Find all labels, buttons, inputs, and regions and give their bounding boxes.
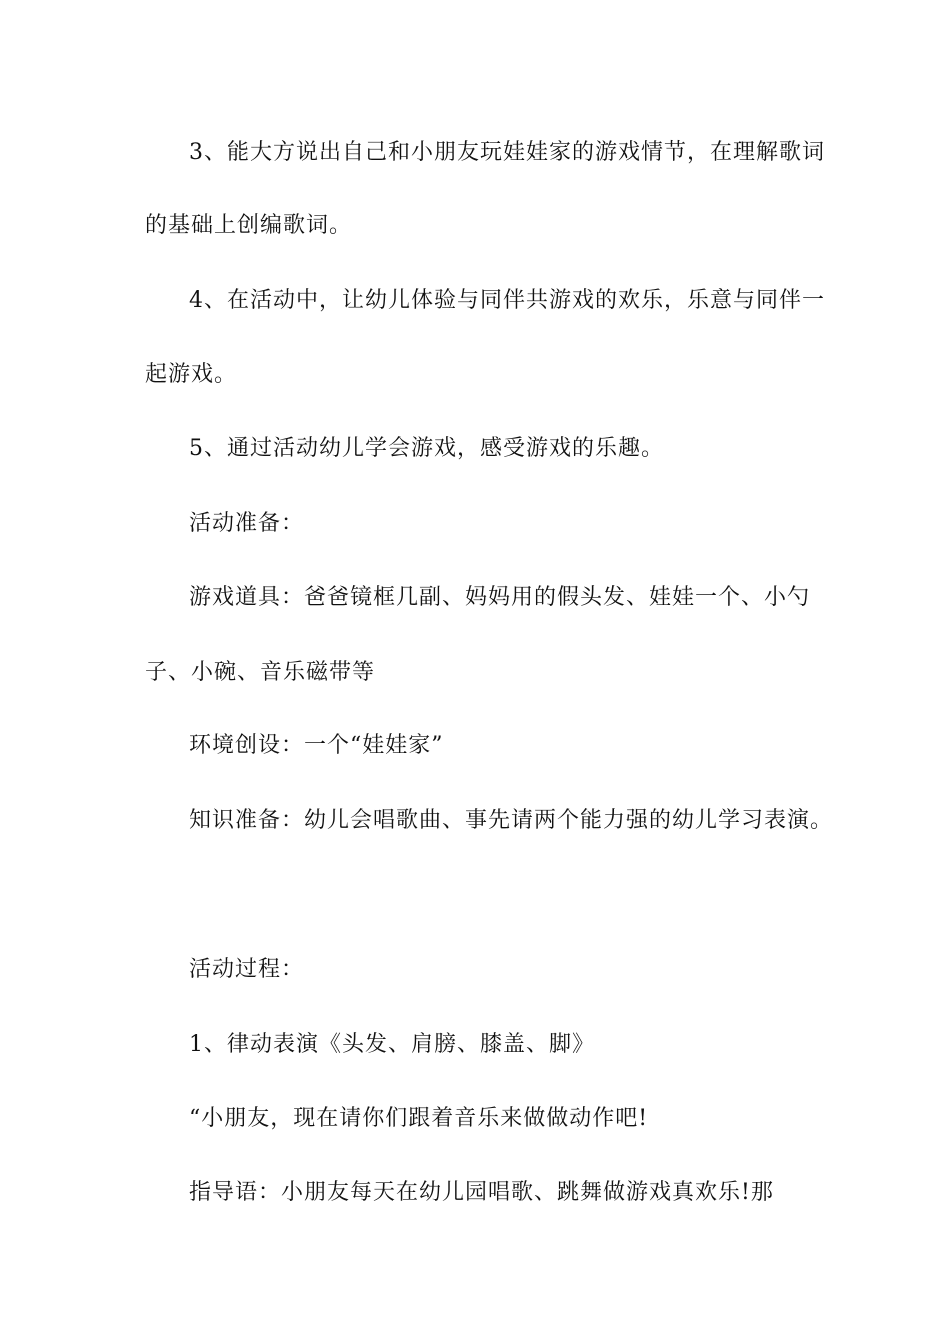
paragraph-line-14: 指导语：小朋友每天在幼儿园唱歌、跳舞做游戏真欢乐!那 <box>189 1180 774 1205</box>
section-heading-process: 活动过程： <box>189 957 305 982</box>
paragraph-line-9: 环境创设：一个“娃娃家” <box>189 733 444 758</box>
paragraph-line-4: 起游戏。 <box>145 362 238 387</box>
paragraph-line-1: 3、能大方说出自己和小朋友玩娃娃家的游戏情节，在理解歌词 <box>189 140 825 165</box>
paragraph-line-10: 知识准备：幼儿会唱歌曲、事先请两个能力强的幼儿学习表演。 <box>189 808 834 833</box>
paragraph-line-13: “小朋友，现在请你们跟着音乐来做做动作吧! <box>189 1106 649 1131</box>
paragraph-line-7: 游戏道具：爸爸镜框几副、妈妈用的假头发、娃娃一个、小勺 <box>189 585 811 610</box>
paragraph-line-12: 1、律动表演《头发、肩膀、膝盖、脚》 <box>189 1032 595 1057</box>
paragraph-line-5: 5、通过活动幼儿学会游戏，感受游戏的乐趣。 <box>189 436 664 461</box>
paragraph-line-2: 的基础上创编歌词。 <box>145 213 353 238</box>
section-heading-preparation: 活动准备： <box>189 511 305 536</box>
paragraph-line-8: 子、小碗、音乐磁带等 <box>145 660 376 685</box>
paragraph-line-3: 4、在活动中，让幼儿体验与同伴共游戏的欢乐，乐意与同伴一 <box>189 288 825 313</box>
